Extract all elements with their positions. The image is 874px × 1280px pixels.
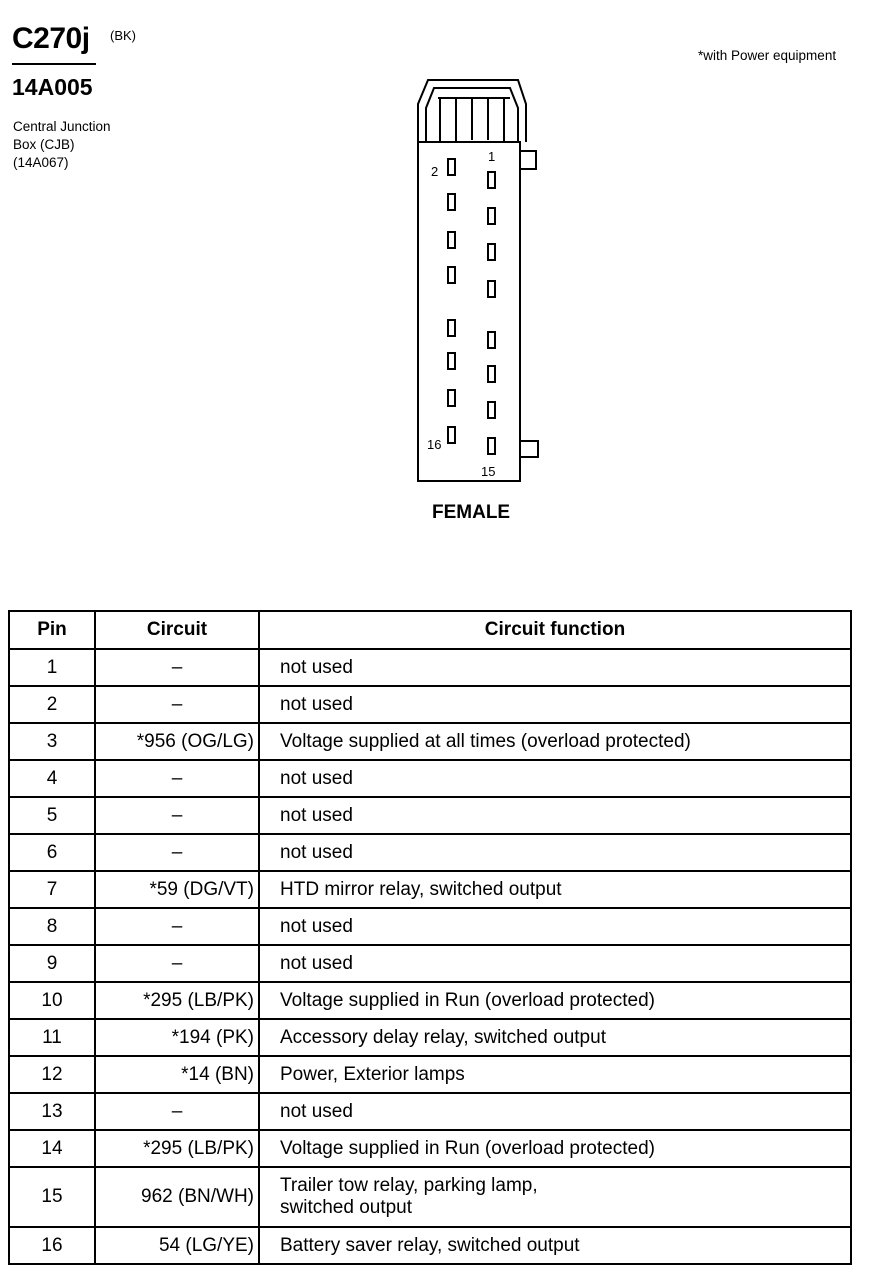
circuit-function-cell [259,1130,851,1167]
circuit-cell: – [95,1093,259,1130]
pin-cavity [448,159,455,175]
circuit-cell: – [95,760,259,797]
circuit-function-cell [259,1167,851,1227]
circuit-function-text: not used [280,1100,353,1122]
circuit-cell: – [95,649,259,686]
pin-cavity [488,244,495,260]
circuit-function-cell [259,649,851,686]
circuit-function-cell [259,797,851,834]
pin-number-cell: 1 [9,649,95,686]
column-header-function: Circuit function [259,611,851,649]
pin-number-cell: 7 [9,871,95,908]
pin-cavity [448,320,455,336]
connector-id: C270j [12,22,90,55]
table-row [9,649,851,686]
pin-cavity [488,332,495,348]
circuit-cell: *59 (DG/VT) [95,871,259,908]
column-header-pin: Pin [9,611,95,649]
circuit-function-text: switched output [280,1197,413,1218]
connector-key-tab [520,151,536,169]
pin-number-cell: 12 [9,1056,95,1093]
table-row [9,871,851,908]
pin-table [8,610,852,1265]
pin-number-cell: 6 [9,834,95,871]
footnote: *with Power equipment [698,48,837,63]
pin-number-cell: 13 [9,1093,95,1130]
circuit-cell: 962 (BN/WH) [95,1167,259,1227]
table-row [9,908,851,945]
circuit-function-cell [259,723,851,760]
description-line: Box (CJB) [13,137,75,152]
pin-number-cell: 4 [9,760,95,797]
connector-diagram [0,0,874,560]
circuit-function-text: Trailer tow relay, parking lamp, [280,1175,538,1196]
pin-number-cell: 8 [9,908,95,945]
circuit-function-cell [259,1019,851,1056]
table-row [9,1019,851,1056]
table-row [9,797,851,834]
circuit-function-text: not used [280,841,353,863]
connector-key-tab [520,441,538,457]
circuit-function-cell [259,908,851,945]
circuit-cell: – [95,908,259,945]
table-row [9,834,851,871]
circuit-cell: *956 (OG/LG) [95,723,259,760]
connector-gender-label: FEMALE [432,502,511,523]
pin-cavity [448,353,455,369]
circuit-function-text: Voltage supplied in Run (overload protected) [280,1137,655,1159]
pin-cavity [488,281,495,297]
table-row [9,1130,851,1167]
table-row [9,760,851,797]
circuit-function-text: Battery saver relay, switched output [280,1234,580,1256]
circuit-function-text: not used [280,915,353,937]
pin-number-cell: 10 [9,982,95,1019]
description-line: (14A067) [13,155,69,170]
connector-color-code: (BK) [110,28,136,43]
pin-cavity [448,390,455,406]
pin-number-cell: 14 [9,1130,95,1167]
pin-number-cell: 5 [9,797,95,834]
table-row [9,1093,851,1130]
circuit-function-text: Voltage supplied at all times (overload protected) [280,730,691,752]
circuit-cell: *14 (BN) [95,1056,259,1093]
column-header-circuit: Circuit [95,611,259,649]
circuit-function-cell [259,1227,851,1264]
circuit-function-cell [259,945,851,982]
circuit-function-cell [259,1093,851,1130]
pin-cavity [488,208,495,224]
circuit-cell: – [95,797,259,834]
table-row [9,686,851,723]
circuit-function-cell [259,686,851,723]
circuit-cell: – [95,686,259,723]
pin-label-2: 2 [431,164,439,179]
circuit-cell: *194 (PK) [95,1019,259,1056]
pin-cavity [448,427,455,443]
circuit-function-text: not used [280,767,353,789]
pin-cavity [488,402,495,418]
pin-cavity [448,232,455,248]
pin-cavity [488,438,495,454]
pin-cavity [488,366,495,382]
circuit-cell: – [95,834,259,871]
pin-cavity [448,194,455,210]
circuit-function-cell [259,982,851,1019]
table-row [9,1167,851,1227]
circuit-function-text: Voltage supplied in Run (overload protected) [280,989,655,1011]
pin-number-cell: 16 [9,1227,95,1264]
table-row [9,982,851,1019]
circuit-function-text: HTD mirror relay, switched output [280,878,562,900]
circuit-function-cell [259,834,851,871]
circuit-cell: *295 (LB/PK) [95,1130,259,1167]
circuit-function-text: not used [280,952,353,974]
table-header-row [9,611,851,649]
pin-number-cell: 11 [9,1019,95,1056]
table-row [9,1056,851,1093]
circuit-function-cell [259,760,851,797]
circuit-function-cell [259,1056,851,1093]
pin-number-cell: 15 [9,1167,95,1227]
circuit-function-text: not used [280,804,353,826]
table-row [9,723,851,760]
circuit-function-cell [259,871,851,908]
circuit-function-text: Power, Exterior lamps [280,1063,465,1085]
circuit-cell: 54 (LG/YE) [95,1227,259,1264]
pin-cavity [448,267,455,283]
circuit-cell: – [95,945,259,982]
pin-number-cell: 2 [9,686,95,723]
pin-cavity [488,172,495,188]
pin-number-cell: 9 [9,945,95,982]
pin-label-16: 16 [427,437,442,452]
table-row [9,1227,851,1264]
part-number: 14A005 [12,74,93,100]
description-line: Central Junction [13,119,111,134]
pin-number-cell: 3 [9,723,95,760]
circuit-function-text: not used [280,693,353,715]
table-row [9,945,851,982]
connector-body [418,142,520,481]
pin-label-1: 1 [488,149,496,164]
circuit-function-text: not used [280,656,353,678]
pin-label-15: 15 [481,464,496,479]
circuit-cell: *295 (LB/PK) [95,982,259,1019]
circuit-function-text: Accessory delay relay, switched output [280,1026,606,1048]
